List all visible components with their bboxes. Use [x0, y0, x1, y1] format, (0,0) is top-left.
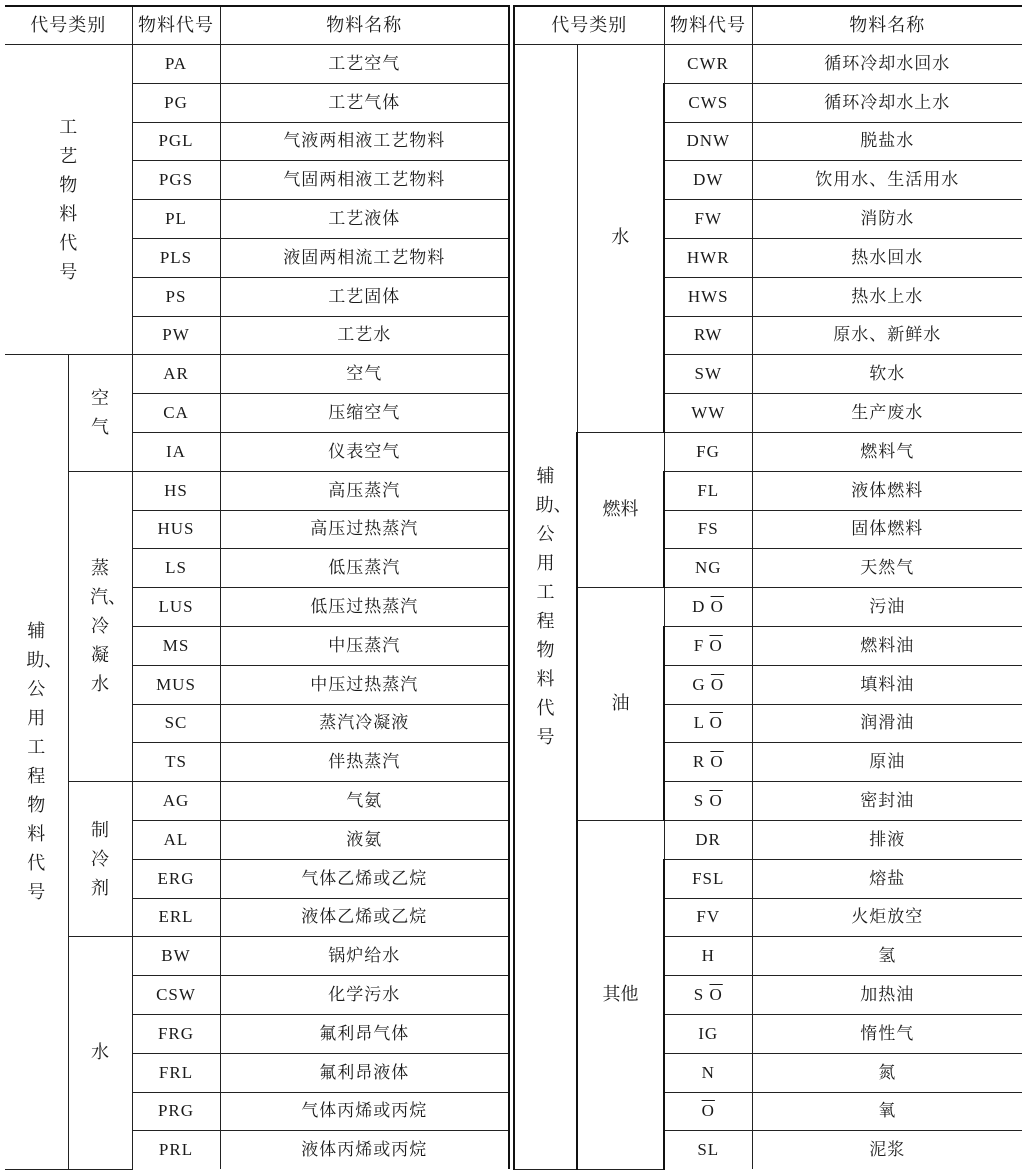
subcategory-label: 水	[611, 227, 630, 249]
material-name: 蒸汽冷凝液	[220, 704, 509, 743]
category-label: 辅助、公用工程物料代号	[535, 465, 572, 748]
code-overline-letter: $\overline{O}$	[710, 674, 725, 694]
code-prefix: D	[692, 597, 706, 617]
code-prefix: G	[692, 674, 706, 694]
material-name: 工艺水	[220, 316, 509, 355]
material-code: AL	[132, 820, 220, 859]
material-code: IG	[664, 1014, 752, 1053]
subcategory-label: 水	[90, 1042, 109, 1064]
material-code: PA	[132, 45, 220, 84]
material-name: 低压过热蒸汽	[220, 588, 509, 627]
material-name: 饮用水、生活用水	[752, 161, 1022, 200]
table-row	[5, 782, 509, 821]
material-code: DNW	[664, 122, 752, 161]
material-code: LS	[132, 549, 220, 588]
material-code: SW	[664, 355, 752, 394]
material-name: 填料油	[752, 665, 1022, 704]
material-code: AG	[132, 782, 220, 821]
header-name: 物料名称	[752, 6, 1022, 45]
code-overline-letter: $\overline{O}$	[709, 791, 723, 811]
table-row	[514, 45, 1022, 84]
material-name: 液体乙烯或乙烷	[220, 898, 509, 937]
material-name: 氮	[752, 1053, 1022, 1092]
header-code: 物料代号	[664, 6, 752, 45]
material-code: PGL	[132, 122, 220, 161]
material-code	[664, 704, 752, 743]
material-code: DR	[664, 820, 752, 859]
subcategory-cell	[68, 782, 132, 937]
material-name: 气体乙烯或乙烷	[220, 859, 509, 898]
material-code: BW	[132, 937, 220, 976]
material-name: 气固两相液工艺物料	[220, 161, 509, 200]
material-name: 泥浆	[752, 1131, 1022, 1169]
material-code: SL	[664, 1131, 752, 1169]
material-code: PG	[132, 83, 220, 122]
code-overline-letter: $\overline{O}$	[709, 635, 723, 655]
material-code: PRG	[132, 1092, 220, 1131]
material-name: 污油	[752, 588, 1022, 627]
material-name: 伴热蒸汽	[220, 743, 509, 782]
material-code: PL	[132, 200, 220, 239]
material-name: 高压过热蒸汽	[220, 510, 509, 549]
header-row	[5, 6, 509, 45]
material-name: 压缩空气	[220, 394, 509, 433]
material-name: 天然气	[752, 549, 1022, 588]
table-row	[5, 355, 509, 394]
material-name: 低压蒸汽	[220, 549, 509, 588]
subcategory-cell	[577, 45, 664, 433]
subcategory-label: 蒸汽、冷凝水	[90, 557, 127, 695]
subcategory-label: 其他	[602, 983, 639, 1005]
material-name: 燃料油	[752, 626, 1022, 665]
material-name: 氢	[752, 937, 1022, 976]
material-code: PRL	[132, 1131, 220, 1169]
category-cell	[5, 355, 68, 1169]
header-code: 物料代号	[132, 6, 220, 45]
table-row	[5, 45, 509, 84]
material-code: SC	[132, 704, 220, 743]
material-code	[664, 588, 752, 627]
material-code-table-right	[513, 5, 1022, 1170]
subcategory-label: 燃料	[602, 499, 639, 521]
code-prefix: F	[693, 635, 705, 655]
code-overline-letter: $\overline{O}$	[710, 597, 724, 617]
code-overline-letter: $\overline{O}$	[701, 1101, 715, 1121]
material-code: FRG	[132, 1014, 220, 1053]
material-name: 中压蒸汽	[220, 626, 509, 665]
code-prefix: L	[693, 713, 705, 733]
material-name: 熔盐	[752, 859, 1022, 898]
table-row	[514, 588, 1022, 627]
subcategory-cell	[577, 432, 664, 587]
code-prefix: R	[692, 752, 706, 772]
material-name: 工艺空气	[220, 45, 509, 84]
material-name: 气氨	[220, 782, 509, 821]
material-code: RW	[664, 316, 752, 355]
material-name: 脱盐水	[752, 122, 1022, 161]
material-code	[664, 626, 752, 665]
material-code: CA	[132, 394, 220, 433]
code-prefix: S	[693, 791, 705, 811]
material-code: H	[664, 937, 752, 976]
header-category: 代号类别	[514, 6, 664, 45]
material-name: 液体燃料	[752, 471, 1022, 510]
code-overline-letter: $\overline{O}$	[709, 713, 723, 733]
material-code: FRL	[132, 1053, 220, 1092]
material-code	[664, 665, 752, 704]
material-code: AR	[132, 355, 220, 394]
material-name: 排液	[752, 820, 1022, 859]
material-name: 燃料气	[752, 432, 1022, 471]
code-overline-letter: $\overline{O}$	[709, 985, 723, 1005]
subcategory-cell	[68, 355, 132, 471]
material-name: 生产废水	[752, 394, 1022, 433]
subcategory-cell	[577, 588, 664, 821]
material-code: CWR	[664, 45, 752, 84]
material-name: 氟利昂气体	[220, 1014, 509, 1053]
material-name: 原水、新鲜水	[752, 316, 1022, 355]
material-code: HWS	[664, 277, 752, 316]
category-cell	[5, 45, 132, 355]
material-name: 液体丙烯或丙烷	[220, 1131, 509, 1169]
material-code: HUS	[132, 510, 220, 549]
material-code: LUS	[132, 588, 220, 627]
material-code: FL	[664, 471, 752, 510]
material-code: MS	[132, 626, 220, 665]
material-code: WW	[664, 394, 752, 433]
material-code: PS	[132, 277, 220, 316]
subcategory-label: 油	[611, 693, 630, 715]
material-code: DW	[664, 161, 752, 200]
table-row	[514, 432, 1022, 471]
material-code: MUS	[132, 665, 220, 704]
material-code: CWS	[664, 83, 752, 122]
material-code: ERG	[132, 859, 220, 898]
table-row	[514, 820, 1022, 859]
material-name: 固体燃料	[752, 510, 1022, 549]
material-code	[664, 976, 752, 1015]
subcategory-cell	[577, 820, 664, 1169]
material-name: 氟利昂液体	[220, 1053, 509, 1092]
material-name: 惰性气	[752, 1014, 1022, 1053]
material-name: 循环冷却水回水	[752, 45, 1022, 84]
material-name: 中压过热蒸汽	[220, 665, 509, 704]
material-code: HWR	[664, 238, 752, 277]
material-name: 循环冷却水上水	[752, 83, 1022, 122]
material-name: 液固两相流工艺物料	[220, 238, 509, 277]
material-code: HS	[132, 471, 220, 510]
material-code: IA	[132, 432, 220, 471]
material-code: NG	[664, 549, 752, 588]
material-code: FG	[664, 432, 752, 471]
material-name: 液氨	[220, 820, 509, 859]
material-code: FSL	[664, 859, 752, 898]
material-name: 原油	[752, 743, 1022, 782]
material-name: 化学污水	[220, 976, 509, 1015]
material-name: 火炬放空	[752, 898, 1022, 937]
material-code: ERL	[132, 898, 220, 937]
material-code	[664, 782, 752, 821]
category-label: 工艺物料代号	[59, 116, 78, 283]
category-cell	[514, 45, 577, 1170]
subcategory-label: 空气	[90, 388, 109, 439]
material-name: 热水上水	[752, 277, 1022, 316]
subcategory-label: 制冷剂	[90, 819, 109, 899]
header-name: 物料名称	[220, 6, 509, 45]
code-prefix: S	[693, 985, 705, 1005]
material-code-table-left	[5, 5, 510, 1170]
material-name: 气体丙烯或丙烷	[220, 1092, 509, 1131]
material-name: 润滑油	[752, 704, 1022, 743]
subcategory-cell	[68, 471, 132, 781]
material-name: 工艺液体	[220, 200, 509, 239]
table-row	[5, 471, 509, 510]
material-code: PGS	[132, 161, 220, 200]
material-code: CSW	[132, 976, 220, 1015]
subcategory-cell	[68, 937, 132, 1169]
header-row	[514, 6, 1022, 45]
material-name: 加热油	[752, 976, 1022, 1015]
material-name: 工艺气体	[220, 83, 509, 122]
material-code: PW	[132, 316, 220, 355]
material-name: 工艺固体	[220, 277, 509, 316]
material-code: FS	[664, 510, 752, 549]
material-name: 仪表空气	[220, 432, 509, 471]
material-name: 密封油	[752, 782, 1022, 821]
material-code: FV	[664, 898, 752, 937]
material-name: 气液两相液工艺物料	[220, 122, 509, 161]
material-code: FW	[664, 200, 752, 239]
table-row	[5, 937, 509, 976]
material-code	[664, 1092, 752, 1131]
material-name: 空气	[220, 355, 509, 394]
material-name: 热水回水	[752, 238, 1022, 277]
code-overline-letter: $\overline{O}$	[710, 752, 724, 772]
material-code	[664, 743, 752, 782]
material-name: 软水	[752, 355, 1022, 394]
material-name: 锅炉给水	[220, 937, 509, 976]
material-code: TS	[132, 743, 220, 782]
header-category: 代号类别	[5, 6, 132, 45]
material-code: PLS	[132, 238, 220, 277]
material-code: N	[664, 1053, 752, 1092]
material-name: 消防水	[752, 200, 1022, 239]
category-label: 辅助、公用工程物料代号	[26, 620, 63, 903]
material-name: 高压蒸汽	[220, 471, 509, 510]
material-name: 氧	[752, 1092, 1022, 1131]
